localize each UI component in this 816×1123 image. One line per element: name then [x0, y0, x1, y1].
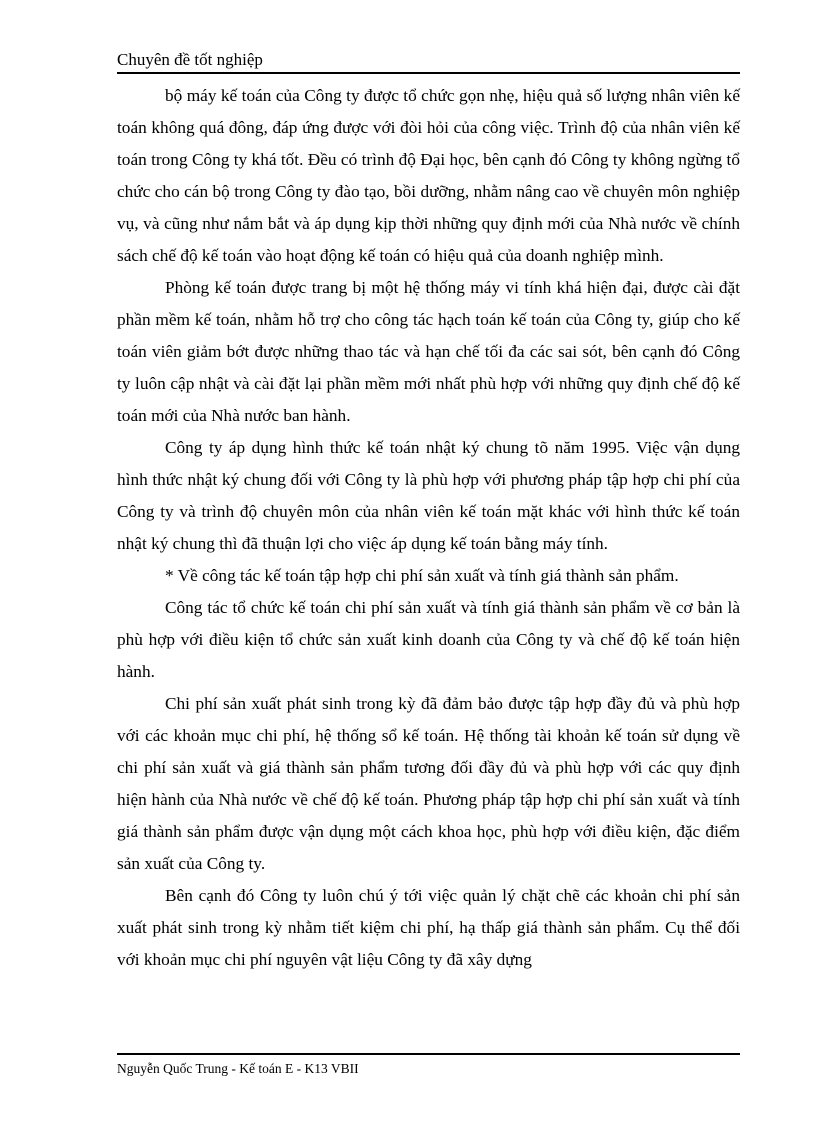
- paragraph-5: Công tác tổ chức kế toán chi phí sản xuất và tính giá thành sản phẩm về cơ bản là phù hợp với điều kiện tổ chức sản xuất kinh doanh của Công ty và chế độ kế toán hiện hành.: [117, 598, 740, 681]
- paragraph-4: * Về công tác kế toán tập hợp chi phí sản xuất và tính giá thành sản phẩm.: [165, 566, 679, 585]
- document-body: [117, 80, 740, 976]
- paragraph-3: Công ty áp dụng hình thức kế toán nhật ký chung tõ năm 1995. Việc vận dụng hình thức nhật ký chung đối với Công ty là phù hợp với phương pháp tập hợp chi phí của Công ty và trình độ chuyên môn của nhân viên kế toán mặt khác với hình thức kế toán nhật ký chung thì đã thuận lợi cho việc áp dụng kế toán bằng máy tính.: [117, 438, 740, 553]
- paragraph-1: bộ máy kế toán của Công ty được tổ chức gọn nhẹ, hiệu quả số lượng nhân viên kế toán không quá đông, đáp ứng được với đòi hỏi của công việc. Trình độ của nhân viên kế toán trong Công ty khá tốt. Đều có trình độ Đại học, bên cạnh đó Công ty không ngừng tổ chức cho cán bộ trong Công ty đào tạo, bồi dưỡng, nhằm nâng cao về chuyên môn nghiệp vụ, và cũng như nắm bắt và áp dụng kịp thời những quy định mới của Nhà nước về chính sách chế độ kế toán vào hoạt động kế toán có hiệu quả của doanh nghiệp mình.: [117, 86, 740, 265]
- paragraph-7: Bên cạnh đó Công ty luôn chú ý tới việc quản lý chặt chẽ các khoản chi phí sản xuất phát sinh trong kỳ nhằm tiết kiệm chi phí, hạ thấp giá thành sản phẩm. Cụ thể đối với khoản mục chi phí nguyên vật liệu Công ty đã xây dựng: [117, 886, 740, 969]
- paragraph-6: Chi phí sản xuất phát sinh trong kỳ đã đảm bảo được tập hợp đầy đủ và phù hợp với các khoản mục chi phí, hệ thống sổ kế toán. Hệ thống tài khoản kế toán sử dụng về chi phí sản xuất và giá thành sản phẩm tương đối đầy đủ và phù hợp với các quy định hiện hành của Nhà nước về chế độ kế toán. Phương pháp tập hợp chi phí sản xuất và tính giá thành sản phẩm được vận dụng một cách khoa học, phù hợp với điều kiện, đặc điểm sản xuất của Công ty.: [117, 694, 740, 873]
- page-header: [117, 48, 740, 74]
- paragraph-2: Phòng kế toán được trang bị một hệ thống máy vi tính khá hiện đại, được cài đặt phần mềm kế toán, nhằm hỗ trợ cho công tác hạch toán kế toán của Công ty, giúp cho kế toán viên giảm bớt được những thao tác và hạn chế tối đa các sai sót, bên cạnh đó Công ty luôn cập nhật và cài đặt lại phần mềm mới nhất phù hợp với những quy định chế độ kế toán mới của Nhà nước ban hành.: [117, 278, 740, 425]
- document-title: Chuyên đề tốt nghiệp: [117, 50, 263, 69]
- author-line: Nguyễn Quốc Trung - Kế toán E - K13 VBII: [117, 1061, 359, 1076]
- page-footer: [117, 1053, 740, 1077]
